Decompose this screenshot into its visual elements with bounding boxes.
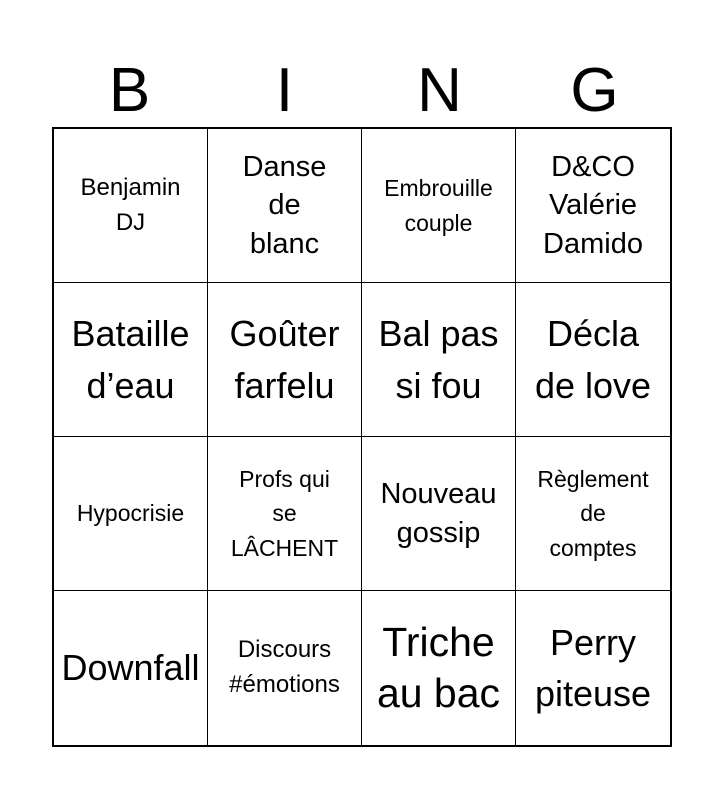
bingo-cell[interactable]: Danse de blanc bbox=[208, 129, 362, 283]
bingo-cell[interactable]: Bal pas si fou bbox=[362, 283, 516, 437]
bingo-cell[interactable]: Downfall bbox=[54, 591, 208, 745]
bingo-cell[interactable]: Perry piteuse bbox=[534, 621, 652, 714]
bingo-cell[interactable]: Goûter farfelu bbox=[208, 283, 362, 437]
bingo-cell[interactable]: Hypocrisie bbox=[54, 437, 208, 591]
header-letter-n: N bbox=[417, 56, 462, 125]
bingo-cell[interactable]: Règlement de comptes bbox=[516, 437, 670, 591]
header-letter-i: I bbox=[275, 56, 294, 125]
bingo-cell[interactable]: Profs qui se LÂCHENT bbox=[208, 437, 362, 591]
header-letter-b: B bbox=[108, 56, 151, 125]
header-letter-g: G bbox=[570, 56, 619, 125]
bingo-cell[interactable]: Triche au bac bbox=[362, 591, 516, 745]
bingo-cell[interactable]: Décla de love bbox=[516, 283, 670, 437]
bingo-board bbox=[52, 127, 672, 747]
bingo-cell[interactable]: Discours #émotions bbox=[208, 591, 362, 745]
bingo-cell[interactable]: Embrouille couple bbox=[362, 129, 516, 283]
bingo-cell[interactable]: Nouveau gossip bbox=[362, 437, 516, 591]
bingo-cell[interactable]: Bataille d’eau bbox=[54, 283, 208, 437]
bingo-cell[interactable]: Benjamin DJ bbox=[54, 129, 208, 283]
bingo-cell[interactable]: D&CO Valérie Damido bbox=[516, 129, 670, 283]
bingo-header bbox=[52, 58, 672, 124]
